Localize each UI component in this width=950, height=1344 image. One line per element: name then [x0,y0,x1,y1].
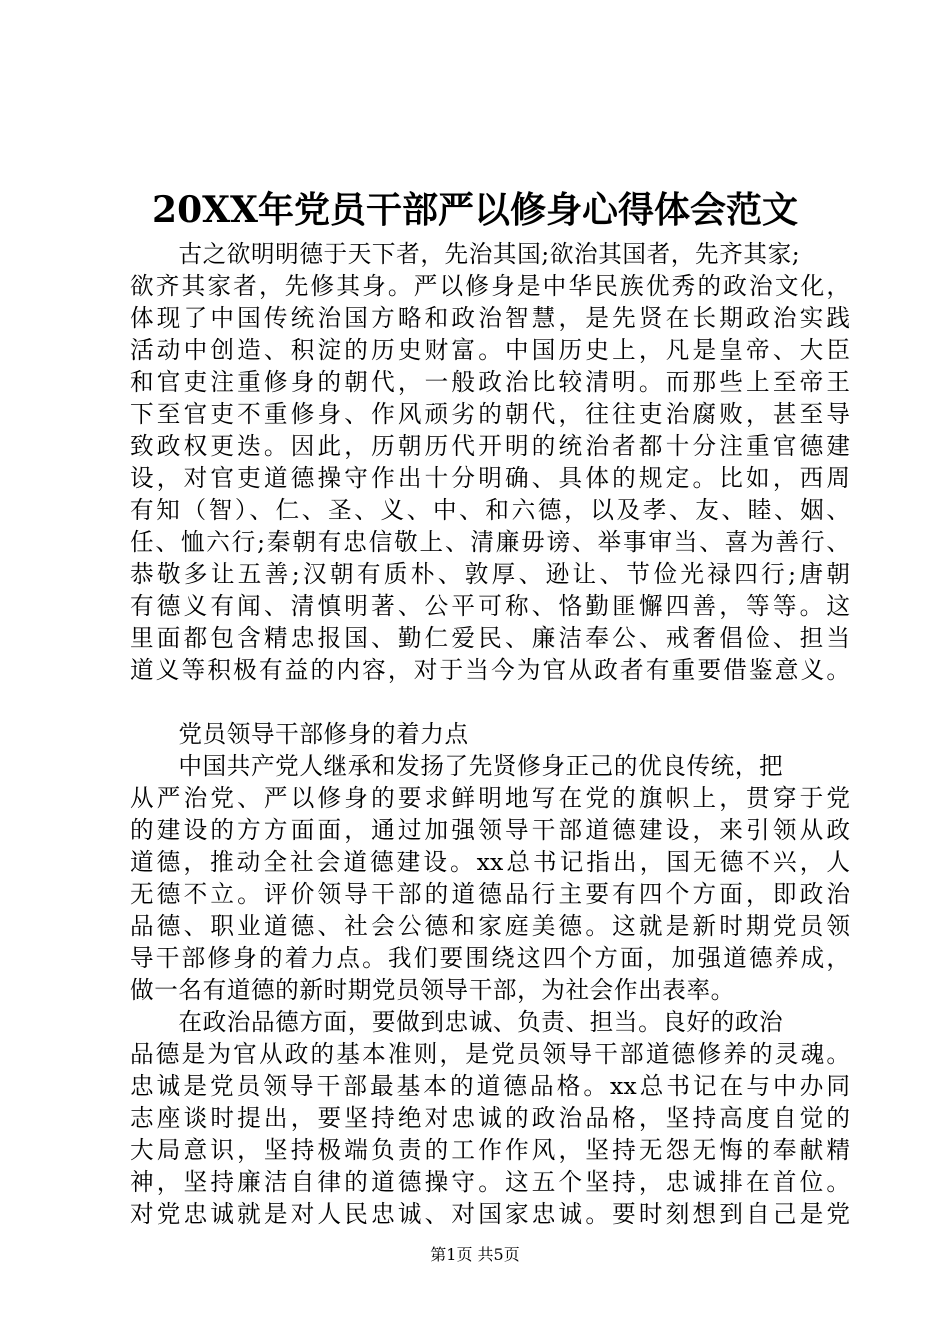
body-line: 做一名有道德的新时期党员领导干部，为社会作出表率。 [130,976,735,1004]
document-title: 20XX年党员干部严以修身心得体会范文 [152,189,798,231]
body-line: 道义等积极有益的内容，对于当今为官从政者有重要借鉴意义。 [130,656,850,684]
body-line: 活动中创造、积淀的历史财富。中国历史上，凡是皇帝、大臣 [130,336,850,364]
body-line: 道德，推动全社会道德建设。xx总书记指出，国无德不兴，人 [130,848,850,876]
body-line: 志座谈时提出，要坚持绝对忠诚的政治品格，坚持高度自觉的 [130,1104,850,1132]
body-line: 和官吏注重修身的朝代，一般政治比较清明。而那些上至帝王 [130,368,850,396]
body-line: 忠诚是党员领导干部最基本的道德品格。xx总书记在与中办同 [130,1072,850,1100]
body-line: 从严治党、严以修身的要求鲜明地写在党的旗帜上，贯穿于党 [130,784,850,812]
body-line: 设，对官吏道德操守作出十分明确、具体的规定。比如，西周 [130,464,850,492]
body-line: 中国共产党人继承和发扬了先贤修身正己的优良传统，把 [130,752,784,780]
body-line: 大局意识，坚持极端负责的工作作风，坚持无怨无悔的奉献精 [130,1136,850,1164]
body-line: 任、恤六行;秦朝有忠信敬上、清廉毋谤、举事审当、喜为善行、 [130,528,850,556]
document-body [130,238,850,1230]
body-line: 有德义有闻、清慎明著、公平可称、恪勤匪懈四善，等等。这 [130,592,850,620]
body-line: 导干部修身的着力点。我们要围绕这四个方面，加强道德养成， [130,944,850,972]
body-line: 品德、职业道德、社会公德和家庭美德。这就是新时期党员领 [130,912,850,940]
body-line: 致政权更迭。因此，历朝历代开明的统治者都十分注重官德建 [130,432,850,460]
body-line: 下至官吏不重修身、作风顽劣的朝代，往往吏治腐败，甚至导 [130,400,850,428]
body-line: 欲齐其家者，先修其身。严以修身是中华民族优秀的政治文化， [130,272,850,300]
paragraph-gap [130,686,850,718]
page-footer: 第1页 共5页 [430,1245,520,1264]
body-line: 对党忠诚就是对人民忠诚、对国家忠诚。要时刻想到自己是党 [130,1200,850,1228]
body-line: 恭敬多让五善;汉朝有质朴、敦厚、逊让、节俭光禄四行;唐朝 [130,560,850,588]
body-line: 体现了中国传统治国方略和政治智慧，是先贤在长期政治实践 [130,304,850,332]
body-line: 神，坚持廉洁自律的道德操守。这五个坚持，忠诚排在首位。 [130,1168,850,1196]
body-line: 里面都包含精忠报国、勤仁爱民、廉洁奉公、戒奢倡俭、担当 [130,624,850,652]
body-line: 在政治品德方面，要做到忠诚、负责、担当。良好的政治 [130,1008,784,1036]
body-line: 有知（智）、仁、圣、义、中、和六德，以及孝、友、睦、姻、 [130,496,850,524]
body-line: 无德不立。评价领导干部的道德品行主要有四个方面，即政治 [130,880,850,908]
body-line: 的建设的方方面面，通过加强领导干部道德建设，来引领从政 [130,816,850,844]
body-line: 古之欲明明德于天下者，先治其国;欲治其国者，先齐其家; [130,240,801,268]
section-heading: 党员领导干部修身的着力点 [130,720,469,748]
body-line: 品德是为官从政的基本准则，是党员领导干部道德修养的灵魂。 [130,1040,850,1068]
